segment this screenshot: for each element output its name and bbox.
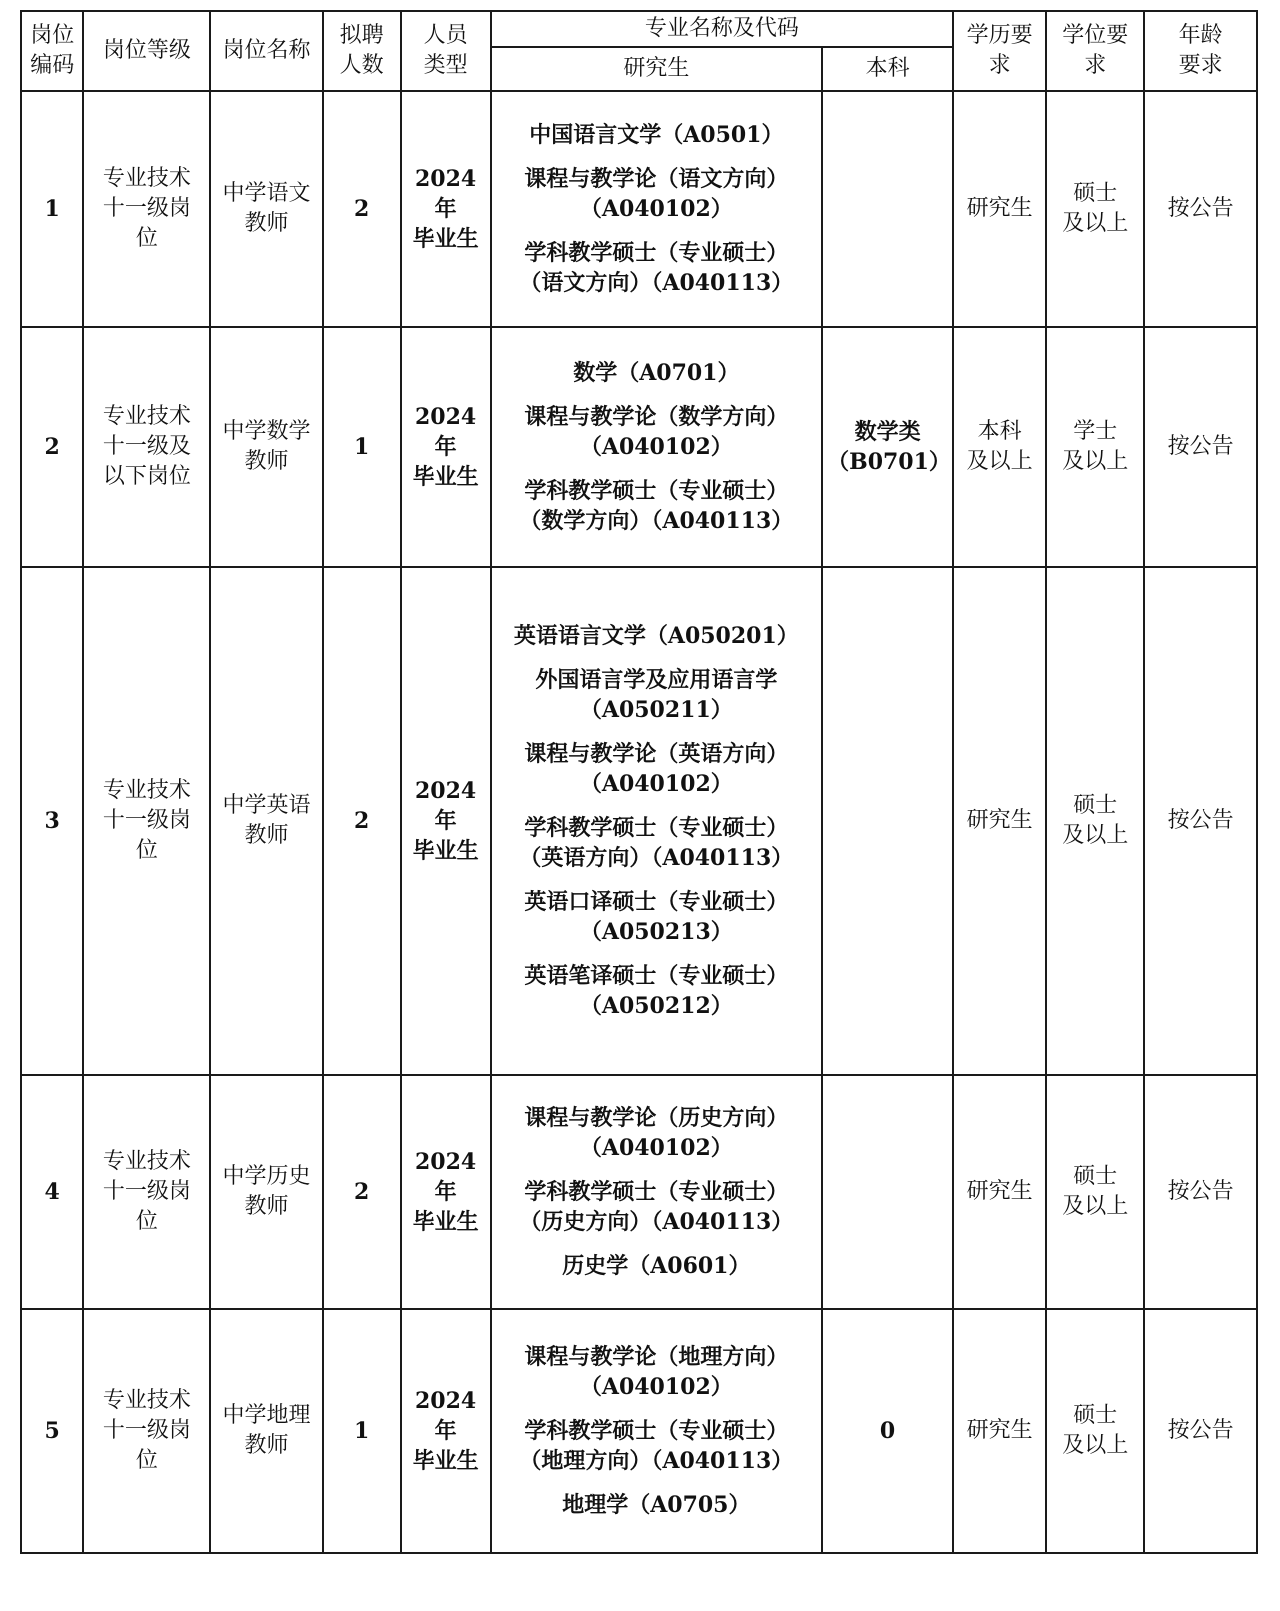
undergraduate-major-cell bbox=[822, 1075, 953, 1309]
personnel-type-cell: 2024年 毕业生 bbox=[401, 91, 491, 327]
table-row bbox=[21, 1075, 1257, 1309]
post-level-cell: 专业技术 十一级岗 位 bbox=[83, 567, 210, 1075]
header-personnel-type: 人员 类型 bbox=[401, 11, 491, 91]
header-undergraduate: 本科 bbox=[822, 47, 953, 91]
table-row bbox=[21, 1309, 1257, 1553]
post-level-cell: 专业技术 十一级岗 位 bbox=[83, 1075, 210, 1309]
education-cell: 研究生 bbox=[953, 91, 1046, 327]
major-item: 历史学（A0601） bbox=[562, 1253, 751, 1279]
education-cell: 研究生 bbox=[953, 567, 1046, 1075]
hire-count-cell: 2 bbox=[323, 91, 401, 327]
education-cell: 研究生 bbox=[953, 1309, 1046, 1553]
degree-cell: 硕士 及以上 bbox=[1046, 91, 1144, 327]
hire-count-cell: 1 bbox=[323, 327, 401, 567]
age-cell: 按公告 bbox=[1144, 567, 1257, 1075]
major-item: 中国语言文学（A0501） bbox=[529, 122, 784, 148]
header-post-code: 岗位 编码 bbox=[21, 11, 83, 91]
table-row bbox=[21, 91, 1257, 327]
undergraduate-major-cell: 数学类 （B0701） bbox=[822, 327, 953, 567]
personnel-type-cell: 2024年 毕业生 bbox=[401, 1075, 491, 1309]
personnel-type-cell: 2024年 毕业生 bbox=[401, 1309, 491, 1553]
post-code-cell: 1 bbox=[21, 91, 83, 327]
post-name-cell: 中学地理 教师 bbox=[210, 1309, 323, 1553]
recruitment-table bbox=[20, 10, 1258, 1554]
major-item: 课程与教学论（英语方向） （A040102） bbox=[524, 741, 789, 797]
education-cell: 研究生 bbox=[953, 1075, 1046, 1309]
major-item: 英语笔译硕士（专业硕士） （A050212） bbox=[524, 963, 789, 1019]
education-cell: 本科 及以上 bbox=[953, 327, 1046, 567]
major-item: 学科教学硕士（专业硕士） （数学方向）（A040113） bbox=[519, 478, 794, 534]
hire-count-cell: 2 bbox=[323, 567, 401, 1075]
undergraduate-major-cell bbox=[822, 567, 953, 1075]
postgraduate-majors-cell bbox=[491, 567, 823, 1075]
post-name-cell: 中学语文 教师 bbox=[210, 91, 323, 327]
degree-cell: 硕士 及以上 bbox=[1046, 1309, 1144, 1553]
post-code-cell: 2 bbox=[21, 327, 83, 567]
major-item: 课程与教学论（地理方向） （A040102） bbox=[524, 1344, 789, 1400]
post-code-cell: 3 bbox=[21, 567, 83, 1075]
major-item: 英语口译硕士（专业硕士） （A050213） bbox=[524, 889, 789, 945]
table-row bbox=[21, 567, 1257, 1075]
major-item: 课程与教学论（历史方向） （A040102） bbox=[524, 1105, 789, 1161]
post-level-cell: 专业技术 十一级岗 位 bbox=[83, 91, 210, 327]
header-degree: 学位要 求 bbox=[1046, 11, 1144, 91]
major-item: 英语语言文学（A050201） bbox=[513, 623, 799, 649]
major-item: 学科教学硕士（专业硕士） （语文方向）（A040113） bbox=[519, 240, 794, 296]
major-item: 地理学（A0705） bbox=[562, 1492, 751, 1518]
age-cell: 按公告 bbox=[1144, 91, 1257, 327]
personnel-type-cell: 2024年 毕业生 bbox=[401, 567, 491, 1075]
post-level-cell: 专业技术 十一级岗 位 bbox=[83, 1309, 210, 1553]
postgraduate-majors-cell bbox=[491, 1309, 823, 1553]
header-post-level: 岗位等级 bbox=[83, 11, 210, 91]
personnel-type-cell: 2024年 毕业生 bbox=[401, 327, 491, 567]
header-age: 年龄 要求 bbox=[1144, 11, 1257, 91]
post-name-cell: 中学英语 教师 bbox=[210, 567, 323, 1075]
header-postgraduate: 研究生 bbox=[491, 47, 823, 91]
degree-cell: 硕士 及以上 bbox=[1046, 567, 1144, 1075]
age-cell: 按公告 bbox=[1144, 327, 1257, 567]
post-code-cell: 4 bbox=[21, 1075, 83, 1309]
major-item: 学科教学硕士（专业硕士） （历史方向）（A040113） bbox=[519, 1179, 794, 1235]
hire-count-cell: 2 bbox=[323, 1075, 401, 1309]
post-name-cell: 中学历史 教师 bbox=[210, 1075, 323, 1309]
major-item: 课程与教学论（数学方向） （A040102） bbox=[524, 404, 789, 460]
table-body bbox=[21, 91, 1257, 1553]
header-hire-count: 拟聘 人数 bbox=[323, 11, 401, 91]
degree-cell: 学士 及以上 bbox=[1046, 327, 1144, 567]
header-education: 学历要 求 bbox=[953, 11, 1046, 91]
major-item: 学科教学硕士（专业硕士） （英语方向）（A040113） bbox=[519, 815, 794, 871]
table-row bbox=[21, 327, 1257, 567]
age-cell: 按公告 bbox=[1144, 1075, 1257, 1309]
degree-cell: 硕士 及以上 bbox=[1046, 1075, 1144, 1309]
undergraduate-major-cell bbox=[822, 91, 953, 327]
postgraduate-majors-cell bbox=[491, 327, 823, 567]
undergraduate-major-cell: 0 bbox=[822, 1309, 953, 1553]
major-item: 课程与教学论（语文方向） （A040102） bbox=[524, 166, 789, 222]
age-cell: 按公告 bbox=[1144, 1309, 1257, 1553]
post-name-cell: 中学数学 教师 bbox=[210, 327, 323, 567]
major-item: 数学（A0701） bbox=[573, 360, 740, 386]
header-post-name: 岗位名称 bbox=[210, 11, 323, 91]
post-code-cell: 5 bbox=[21, 1309, 83, 1553]
postgraduate-majors-cell bbox=[491, 1075, 823, 1309]
hire-count-cell: 1 bbox=[323, 1309, 401, 1553]
postgraduate-majors-cell bbox=[491, 91, 823, 327]
major-item: 外国语言学及应用语言学 （A050211） bbox=[535, 667, 778, 723]
post-level-cell: 专业技术 十一级及 以下岗位 bbox=[83, 327, 210, 567]
table-header bbox=[21, 11, 1257, 91]
header-major-group: 专业名称及代码 bbox=[491, 11, 953, 47]
major-item: 学科教学硕士（专业硕士） （地理方向）（A040113） bbox=[519, 1418, 794, 1474]
